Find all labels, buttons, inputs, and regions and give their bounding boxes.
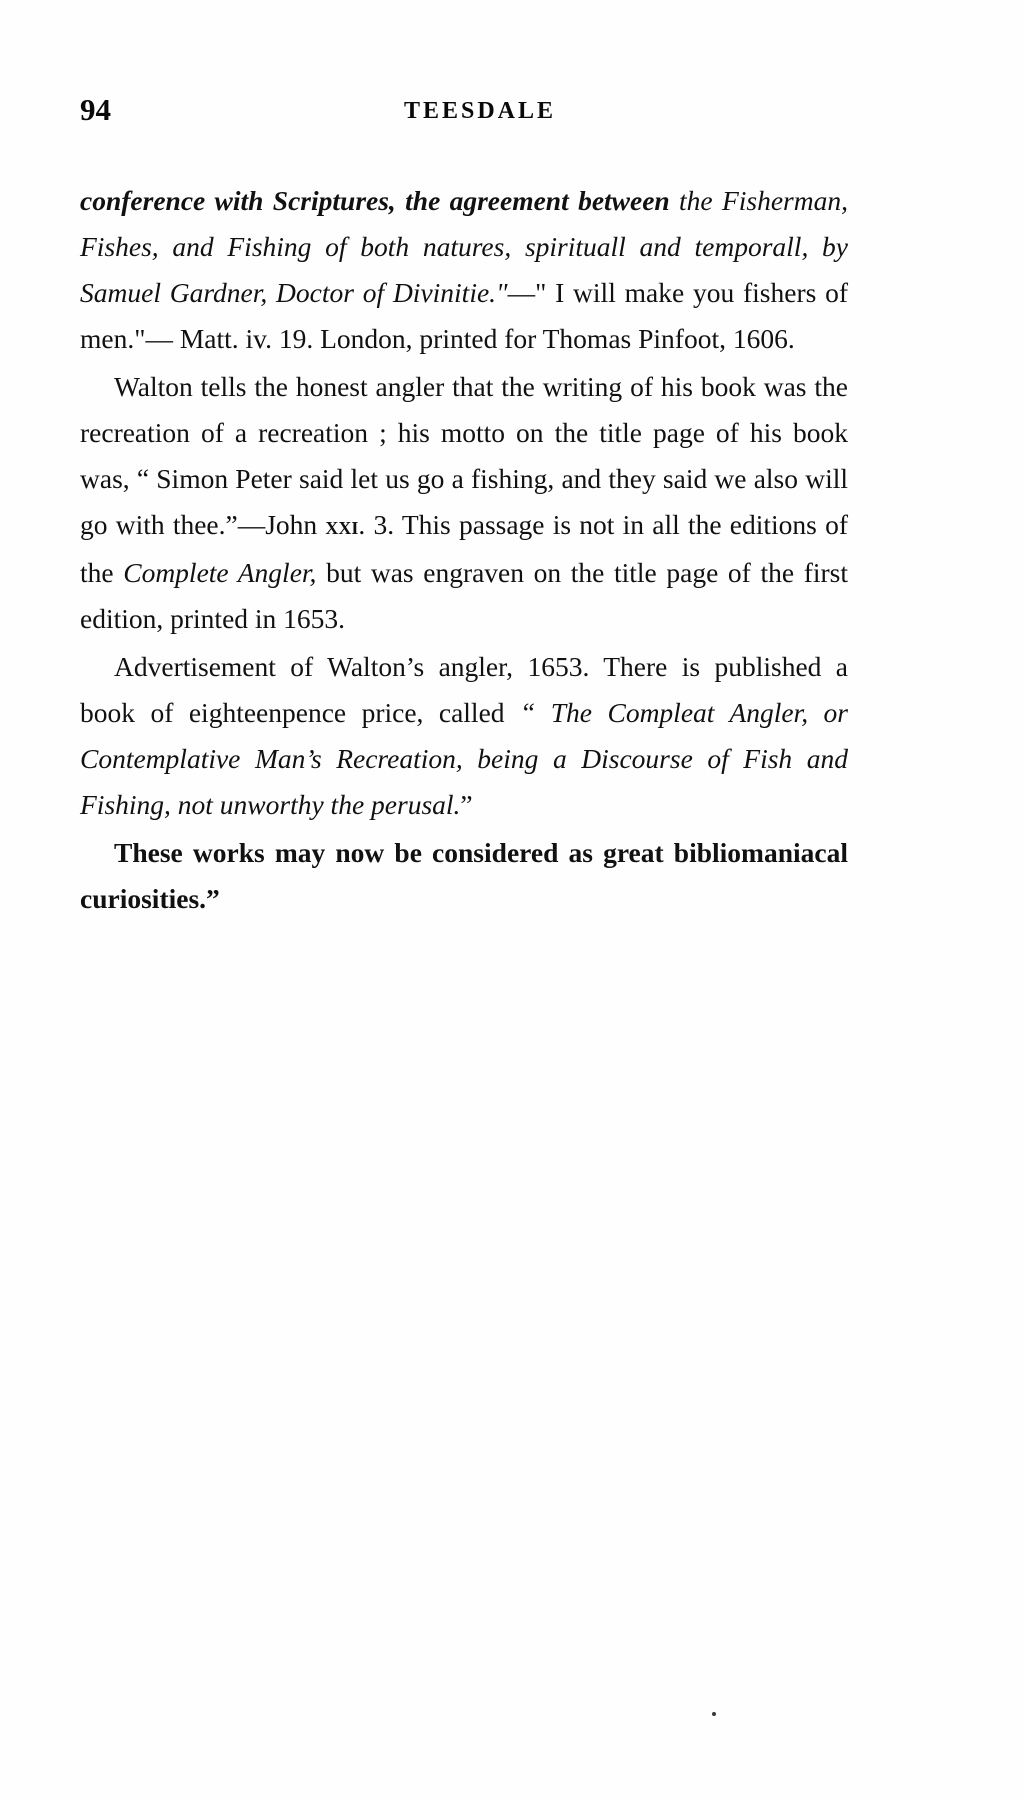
p1-italic-run-6: of Divinitie.": [362, 277, 508, 308]
p3-quote-open: “: [520, 697, 551, 728]
paragraph-2: [80, 364, 848, 642]
p3-run-1: Advertisement of Walton’s angler, 1653. There is published a book of eighteenpence price, called: [80, 651, 848, 728]
paragraph-4: These works may now be considered as great bibliomaniacal curiosities.”: [80, 837, 848, 914]
p1-italic-run-5: spirituall and temporall, by Samuel Gardner, Doctor: [80, 231, 849, 308]
p2-run-3: but was engraven on the title page of the first edition, printed in 1653.: [80, 557, 848, 634]
p2-book-title: Complete Angler,: [123, 557, 317, 588]
running-head: TEESDALE: [403, 98, 557, 124]
p1-roman-run-3: 1606.: [732, 323, 795, 354]
p2-run-1: Walton tells the honest angler that the writing of his book was the recreation of a recreation ; his motto on the title page of his book was, “ Simon Peter said let us go a fishing, and they said we also will go with thee.”—John: [80, 371, 848, 540]
p1-italic-run-4: the Fisherman, Fishes, and Fishing of both natures,: [80, 185, 848, 262]
p1-italic-run-3: the agreement between: [405, 185, 670, 216]
page-header: [80, 92, 880, 136]
p1-roman-run-2: Matt. iv. 19. London, printed for Thomas Pinfoot,: [179, 323, 726, 354]
paragraph-3: [80, 644, 848, 828]
p2-run-2: . 3. This passage is not in all the editions of the: [80, 509, 849, 588]
p3-quote-close: ”: [460, 789, 473, 820]
p1-roman-run-1: —" I will make you fishers of men."—: [80, 277, 848, 354]
p1-italic-run-1: conference with: [80, 185, 264, 216]
body-text: [80, 178, 848, 924]
paragraph-1: [80, 178, 848, 362]
page-footer-mark: [712, 1712, 716, 1716]
page-number: 94: [80, 92, 111, 127]
p3-book-title: The Compleat Angler, or Contemplative Man’s Recreation, being a Discourse of Fish and Fishing, not unworthy the perusal.: [80, 697, 848, 820]
p1-italic-run-2: Scriptures,: [272, 185, 396, 216]
p2-verse-reference: xxi: [325, 513, 359, 540]
